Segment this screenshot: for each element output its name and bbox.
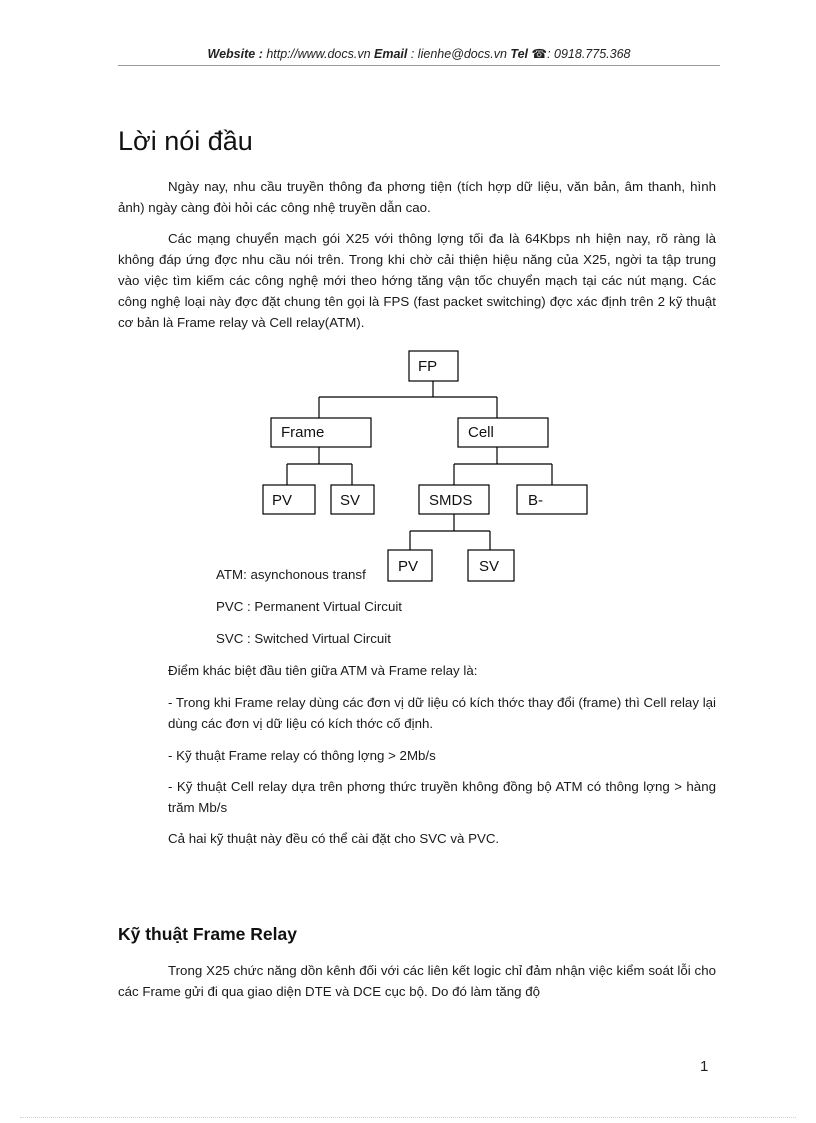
email-value: : lienhe@docs.vn	[407, 47, 511, 61]
differences-conclusion: Cả hai kỹ thuật này đều có thể cài đặt cho SVC và PVC.	[168, 831, 500, 846]
abbr-pvc: PVC : Permanent Virtual Circuit	[216, 599, 402, 614]
node-smds-pv	[388, 550, 432, 581]
node-frame-pv-label: PV	[272, 492, 293, 509]
intro-paragraph-1: Ngày nay, nhu cầu truyền thông đa phơng tiện (tích hợp dữ liệu, văn bản, âm thanh, hình ảnh) ngày càng đòi hỏi các công nhệ truyền dẫn cao.	[118, 179, 716, 215]
page-bottom-edge	[20, 1117, 796, 1118]
difference-item-3: - Kỹ thuật Cell relay dựa trên phơng thức truyền không đồng bộ ATM có thông lợng > hàng trăm Mb/s	[168, 779, 716, 815]
node-smds-label: SMDS	[429, 492, 473, 509]
node-frame-sv-label: SV	[340, 492, 361, 509]
node-fp-label: FP	[418, 358, 438, 375]
node-frame-label: Frame	[281, 424, 325, 441]
node-bisdn-label: B-	[528, 492, 543, 509]
tel-label: Tel ☎	[510, 47, 548, 61]
page-number: 1	[700, 1058, 709, 1075]
page-title: Lời nói đầu	[118, 126, 253, 156]
differences-intro: Điểm khác biệt đầu tiên giữa ATM và Frame relay là:	[168, 663, 478, 678]
intro-paragraph-2: Các mạng chuyển mạch gói X25 với thông lợng tối đa là 64Kbps nh hiện nay, rõ ràng là không đáp ứng đợc nhu cầu nói trên. Trong khi chờ cải thiện hiệu năng của X25, ngời ta tập trung vào việc tìm kiếm các công nghệ mới theo hớng tăng vận tốc chuyển mạch tại các nút mạng. Các công nghệ loại này đợc đặt chung tên gọi là FPS (fast packet switching) đợc xác định trên 2 kỹ thuật cơ bản là Frame relay và Cell relay(ATM).	[118, 231, 716, 330]
tel-value: : 0918.775.368	[547, 47, 631, 61]
abbr-atm-text: ATM: asynchonous transf	[216, 567, 366, 582]
email-label: Email	[374, 47, 408, 61]
difference-item-1: - Trong khi Frame relay dùng các đơn vị dữ liệu có kích thớc thay đổi (frame) thì Cell relay lại dùng các đơn vị dữ liệu có kích thớc cố định.	[168, 695, 716, 731]
node-cell-label: Cell	[468, 424, 494, 441]
website-label: Website :	[207, 47, 263, 61]
difference-item-2: - Kỹ thuật Frame relay có thông lợng > 2Mb/s	[168, 748, 436, 763]
website-value: http://www.docs.vn	[262, 47, 375, 61]
section-title-frame-relay: Kỹ thuật Frame Relay	[118, 924, 297, 944]
node-smds-sv-label: SV	[479, 558, 500, 575]
section-paragraph-1: Trong X25 chức năng dồn kênh đối với các liên kết logic chỉ đảm nhận việc kiểm soát lỗi cho các Frame gửi đi qua giao diện DTE và DCE cục bộ. Do đó làm tăng độ	[118, 963, 716, 999]
abbr-svc: SVC : Switched Virtual Circuit	[216, 631, 391, 646]
node-smds-pv-label: PV	[398, 558, 419, 575]
node-smds-sv	[468, 550, 514, 581]
